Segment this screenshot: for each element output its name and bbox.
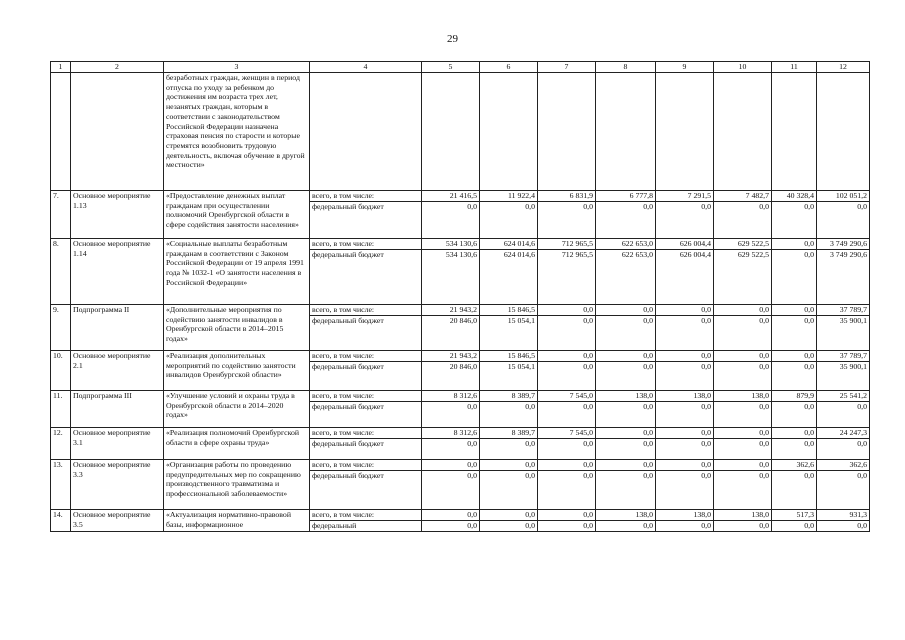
col-header: 12: [817, 62, 870, 73]
amount-value: 0,0: [583, 362, 593, 371]
amount-value: 37 789,7: [817, 351, 869, 362]
value-cell: [422, 428, 480, 460]
amount-value: 0,0: [583, 439, 593, 448]
value-cell: [714, 73, 772, 191]
funding-source-cell: [310, 351, 422, 391]
amount-value: 0,0: [804, 471, 814, 480]
funding-source-label: всего, в том числе:: [310, 351, 421, 362]
amount-value: 622 653,0: [621, 250, 653, 259]
value-cell: [772, 73, 817, 191]
amount-value: 0,0: [701, 402, 711, 411]
program-description: «Улучшение условий и охраны труда в Оренбургской области в 2014–2020 годах»: [164, 391, 310, 428]
value-cell: [772, 191, 817, 239]
funding-source-label: федеральный бюджет: [312, 202, 384, 211]
value-cell: [656, 305, 714, 351]
value-cell: [772, 460, 817, 510]
amount-value: 0,0: [804, 439, 814, 448]
amount-value: 8 312,6: [422, 428, 479, 439]
col-header: 4: [310, 62, 422, 73]
funding-source-cell: [310, 460, 422, 510]
amount-value: 0,0: [467, 471, 477, 480]
value-cell: [480, 510, 538, 532]
amount-value: 0,0: [467, 439, 477, 448]
amount-value: 7 545,0: [538, 428, 595, 439]
amount-value: 0,0: [759, 471, 769, 480]
value-cell: [538, 460, 596, 510]
row-number: 12.: [51, 428, 71, 460]
table-row: [51, 239, 870, 305]
value-cell: [817, 460, 870, 510]
value-cell: [817, 191, 870, 239]
amount-value: 7 482,7: [714, 191, 771, 202]
amount-value: 712 965,5: [561, 250, 593, 259]
amount-value: 20 846,0: [449, 316, 477, 325]
amount-value: 15 054,1: [507, 362, 535, 371]
amount-value: 15 054,1: [507, 316, 535, 325]
amount-value: 102 051,2: [817, 191, 869, 202]
funding-source-label: всего, в том числе:: [310, 391, 421, 402]
amount-value: 0,0: [525, 202, 535, 211]
value-cell: [422, 239, 480, 305]
program-description: «Актуализация нормативно-правовой базы, информационное: [164, 510, 310, 532]
amount-value: 21 416,5: [422, 191, 479, 202]
amount-value: 0,0: [538, 351, 595, 362]
funding-source-label: федеральный бюджет: [312, 316, 384, 325]
value-cell: [422, 391, 480, 428]
row-number: 9.: [51, 305, 71, 351]
amount-value: 0,0: [583, 402, 593, 411]
value-cell: [596, 510, 656, 532]
amount-value: 0,0: [759, 362, 769, 371]
col-header: 1: [51, 62, 71, 73]
amount-value: 0,0: [701, 471, 711, 480]
value-cell: [772, 428, 817, 460]
amount-value: 0,0: [701, 202, 711, 211]
value-cell: [596, 191, 656, 239]
amount-value: 0,0: [596, 460, 655, 471]
amount-value: 138,0: [656, 510, 713, 521]
value-cell: [480, 73, 538, 191]
page-number: 29: [447, 33, 458, 45]
col-header: 11: [772, 62, 817, 73]
amount-value: 0,0: [596, 351, 655, 362]
amount-value: 138,0: [714, 510, 771, 521]
value-cell: [538, 510, 596, 532]
program-name: [71, 73, 164, 191]
funding-source-label: всего, в том числе:: [310, 460, 421, 471]
amount-value: 20 846,0: [449, 362, 477, 371]
value-cell: [656, 460, 714, 510]
funding-source-label: федеральный бюджет: [312, 362, 384, 371]
amount-value: 624 014,6: [503, 250, 535, 259]
program-description: «Реализация дополнительных мероприятий по содействию занятости инвалидов Оренбургской области»: [164, 351, 310, 391]
funding-source-label: всего, в том числе:: [310, 510, 421, 521]
amount-value: 0,0: [538, 510, 595, 521]
value-cell: [480, 460, 538, 510]
funding-source-label: федеральный бюджет: [312, 471, 384, 480]
value-cell: [656, 191, 714, 239]
amount-value: 0,0: [480, 460, 537, 471]
program-name: Основное мероприятие 3.5: [71, 510, 164, 532]
funding-source-label: федеральный бюджет: [312, 439, 384, 448]
amount-value: 0,0: [804, 521, 814, 530]
value-cell: [772, 391, 817, 428]
amount-value: 0,0: [804, 402, 814, 411]
amount-value: 25 541,2: [817, 391, 869, 402]
amount-value: 138,0: [596, 391, 655, 402]
value-cell: [538, 428, 596, 460]
amount-value: 0,0: [583, 316, 593, 325]
funding-source-label: федеральный бюджет: [312, 250, 384, 259]
value-cell: [817, 73, 870, 191]
table-row: [51, 510, 870, 532]
value-cell: [656, 239, 714, 305]
amount-value: 3 749 290,6: [817, 239, 869, 250]
header-row: [51, 62, 870, 73]
amount-value: 8 389,7: [480, 428, 537, 439]
amount-value: 362,6: [817, 460, 869, 471]
amount-value: 0,0: [656, 351, 713, 362]
row-number: [51, 73, 71, 191]
row-number: 10.: [51, 351, 71, 391]
value-cell: [656, 351, 714, 391]
amount-value: 6 777,8: [596, 191, 655, 202]
amount-value: 0,0: [701, 521, 711, 530]
amount-value: 0,0: [525, 439, 535, 448]
value-cell: [817, 305, 870, 351]
value-cell: [714, 428, 772, 460]
value-cell: [480, 351, 538, 391]
amount-value: 0,0: [804, 362, 814, 371]
value-cell: [596, 460, 656, 510]
amount-value: 624 014,6: [480, 239, 537, 250]
value-cell: [596, 428, 656, 460]
amount-value: 0,0: [759, 402, 769, 411]
amount-value: 0,0: [759, 316, 769, 325]
row-number: 11.: [51, 391, 71, 428]
amount-value: 0,0: [643, 439, 653, 448]
program-description: «Предоставление денежных выплат гражданам при осуществлении полномочий Оренбургской области в сфере содействия занятости населения»: [164, 191, 310, 239]
value-cell: [538, 191, 596, 239]
amount-value: 138,0: [596, 510, 655, 521]
value-cell: [817, 351, 870, 391]
amount-value: 931,3: [817, 510, 869, 521]
amount-value: 0,0: [643, 402, 653, 411]
program-name: Основное мероприятие 3.3: [71, 460, 164, 510]
amount-value: 0,0: [525, 402, 535, 411]
value-cell: [596, 351, 656, 391]
value-cell: [538, 73, 596, 191]
program-name: Основное мероприятие 1.14: [71, 239, 164, 305]
amount-value: 0,0: [596, 428, 655, 439]
amount-value: 0,0: [656, 460, 713, 471]
col-header: 8: [596, 62, 656, 73]
col-header: 6: [480, 62, 538, 73]
value-cell: [817, 239, 870, 305]
amount-value: 0,0: [701, 439, 711, 448]
amount-value: 0,0: [643, 202, 653, 211]
value-cell: [596, 239, 656, 305]
table-row: [51, 460, 870, 510]
col-header: 10: [714, 62, 772, 73]
program-name: Основное мероприятие 3.1: [71, 428, 164, 460]
value-cell: [422, 305, 480, 351]
amount-value: 0,0: [596, 305, 655, 316]
program-name: Основное мероприятие 2.1: [71, 351, 164, 391]
amount-value: 0,0: [759, 439, 769, 448]
amount-value: 0,0: [583, 202, 593, 211]
table-body: [51, 73, 870, 532]
value-cell: [817, 428, 870, 460]
value-cell: [422, 460, 480, 510]
value-cell: [656, 391, 714, 428]
amount-value: 0,0: [759, 521, 769, 530]
amount-value: 0,0: [643, 471, 653, 480]
value-cell: [714, 391, 772, 428]
value-cell: [480, 428, 538, 460]
amount-value: 8 312,6: [422, 391, 479, 402]
program-description: «Реализация полномочий Оренбургской области в сфере охраны труда»: [164, 428, 310, 460]
value-cell: [596, 391, 656, 428]
amount-value: 0,0: [772, 351, 816, 362]
amount-value: 0,0: [857, 521, 867, 530]
amount-value: 517,3: [772, 510, 816, 521]
value-cell: [538, 305, 596, 351]
col-header: 9: [656, 62, 714, 73]
value-cell: [538, 391, 596, 428]
value-cell: [480, 239, 538, 305]
program-name: Подпрограмма III: [71, 391, 164, 428]
amount-value: 37 789,7: [817, 305, 869, 316]
col-header: 7: [538, 62, 596, 73]
budget-table: [50, 61, 870, 532]
funding-source-label: всего, в том числе:: [310, 239, 421, 250]
amount-value: 0,0: [701, 362, 711, 371]
funding-source-cell: [310, 391, 422, 428]
amount-value: 138,0: [714, 391, 771, 402]
amount-value: 0,0: [467, 402, 477, 411]
value-cell: [422, 351, 480, 391]
amount-value: 0,0: [422, 510, 479, 521]
value-cell: [772, 510, 817, 532]
value-cell: [714, 510, 772, 532]
amount-value: 0,0: [804, 250, 814, 259]
value-cell: [538, 239, 596, 305]
amount-value: 0,0: [714, 351, 771, 362]
funding-source-label: всего, в том числе:: [310, 305, 421, 316]
amount-value: 0,0: [804, 316, 814, 325]
amount-value: 35 900,1: [839, 316, 867, 325]
amount-value: 0,0: [656, 428, 713, 439]
row-number: 8.: [51, 239, 71, 305]
amount-value: 0,0: [701, 316, 711, 325]
amount-value: 8 389,7: [480, 391, 537, 402]
table-row: [51, 305, 870, 351]
amount-value: 0,0: [804, 202, 814, 211]
amount-value: 6 831,9: [538, 191, 595, 202]
amount-value: 0,0: [857, 402, 867, 411]
funding-source-label: федеральный: [312, 521, 357, 530]
amount-value: 0,0: [714, 428, 771, 439]
amount-value: 0,0: [538, 460, 595, 471]
value-cell: [772, 239, 817, 305]
value-cell: [480, 191, 538, 239]
value-cell: [817, 510, 870, 532]
value-cell: [596, 305, 656, 351]
amount-value: 0,0: [857, 471, 867, 480]
amount-value: 21 943,2: [422, 351, 479, 362]
amount-value: 0,0: [643, 521, 653, 530]
table-row: [51, 351, 870, 391]
amount-value: 0,0: [857, 202, 867, 211]
row-number: 14.: [51, 510, 71, 532]
amount-value: 15 846,5: [480, 351, 537, 362]
funding-source-label: всего, в том числе:: [310, 191, 421, 202]
amount-value: 0,0: [643, 362, 653, 371]
value-cell: [817, 391, 870, 428]
amount-value: 0,0: [759, 202, 769, 211]
value-cell: [772, 351, 817, 391]
value-cell: [656, 510, 714, 532]
amount-value: 629 522,5: [737, 250, 769, 259]
value-cell: [772, 305, 817, 351]
table-row: [51, 73, 870, 191]
amount-value: 0,0: [525, 471, 535, 480]
amount-value: 629 522,5: [714, 239, 771, 250]
row-number: 7.: [51, 191, 71, 239]
amount-value: 0,0: [538, 305, 595, 316]
value-cell: [714, 305, 772, 351]
amount-value: 0,0: [422, 460, 479, 471]
program-name: Подпрограмма II: [71, 305, 164, 351]
amount-value: 0,0: [467, 202, 477, 211]
amount-value: 879,9: [772, 391, 816, 402]
funding-source-label: федеральный бюджет: [312, 402, 384, 411]
amount-value: 0,0: [772, 239, 816, 250]
amount-value: 0,0: [714, 305, 771, 316]
table-row: [51, 391, 870, 428]
funding-source-cell: [310, 73, 422, 191]
value-cell: [538, 351, 596, 391]
amount-value: 35 900,1: [839, 362, 867, 371]
amount-value: 0,0: [656, 305, 713, 316]
funding-source-cell: [310, 305, 422, 351]
amount-value: 534 130,6: [422, 239, 479, 250]
value-cell: [656, 428, 714, 460]
amount-value: 362,6: [772, 460, 816, 471]
program-description: «Социальные выплаты безработным гражданам в соответствии с Законом Российской Федерации от 19 апреля 1991 года № 1032-1 «О занятости населения в Российской Федерации»: [164, 239, 310, 305]
table-row: [51, 191, 870, 239]
table-row: [51, 428, 870, 460]
funding-source-cell: [310, 191, 422, 239]
value-cell: [480, 391, 538, 428]
program-name: Основное мероприятие 1.13: [71, 191, 164, 239]
amount-value: 7 545,0: [538, 391, 595, 402]
col-header: 2: [71, 62, 164, 73]
value-cell: [480, 305, 538, 351]
amount-value: 11 922,4: [480, 191, 537, 202]
amount-value: 40 328,4: [772, 191, 816, 202]
amount-value: 3 749 290,6: [829, 250, 867, 259]
funding-source-label: всего, в том числе:: [310, 428, 421, 439]
program-description: безработных граждан, женщин в период отпуска по уходу за ребенком до достижения им возраста трех лет, незанятых граждан, которым в соответствии с законодательством Российской Федерации назначена страховая пенсия по старости и которые стремятся возобновить трудовую деятельность, включая обучение в другой местности»: [164, 73, 310, 191]
value-cell: [714, 460, 772, 510]
col-header: 3: [164, 62, 310, 73]
amount-value: 21 943,2: [422, 305, 479, 316]
value-cell: [714, 351, 772, 391]
amount-value: 626 004,4: [656, 239, 713, 250]
amount-value: 0,0: [480, 510, 537, 521]
amount-value: 622 653,0: [596, 239, 655, 250]
funding-source-cell: [310, 428, 422, 460]
amount-value: 534 130,6: [445, 250, 477, 259]
amount-value: 138,0: [656, 391, 713, 402]
funding-source-cell: [310, 239, 422, 305]
value-cell: [596, 73, 656, 191]
value-cell: [714, 239, 772, 305]
funding-source-cell: [310, 510, 422, 532]
amount-value: 0,0: [467, 521, 477, 530]
value-cell: [422, 73, 480, 191]
amount-value: 15 846,5: [480, 305, 537, 316]
amount-value: 0,0: [714, 460, 771, 471]
value-cell: [656, 73, 714, 191]
amount-value: 626 004,4: [679, 250, 711, 259]
value-cell: [422, 191, 480, 239]
row-number: 13.: [51, 460, 71, 510]
amount-value: 0,0: [525, 521, 535, 530]
program-description: «Дополнительные мероприятия по содействию занятости инвалидов в Оренбургской области в 2014–2015 годах»: [164, 305, 310, 351]
amount-value: 0,0: [857, 439, 867, 448]
col-header: 5: [422, 62, 480, 73]
value-cell: [714, 191, 772, 239]
amount-value: 712 965,5: [538, 239, 595, 250]
amount-value: 0,0: [583, 521, 593, 530]
amount-value: 0,0: [772, 305, 816, 316]
amount-value: 24 247,3: [817, 428, 869, 439]
amount-value: 0,0: [583, 471, 593, 480]
amount-value: 0,0: [643, 316, 653, 325]
value-cell: [422, 510, 480, 532]
program-description: «Организация работы по проведению предупредительных мер по сокращению производственного травматизма и профессиональной заболеваемости»: [164, 460, 310, 510]
amount-value: 7 291,5: [656, 191, 713, 202]
amount-value: 0,0: [772, 428, 816, 439]
